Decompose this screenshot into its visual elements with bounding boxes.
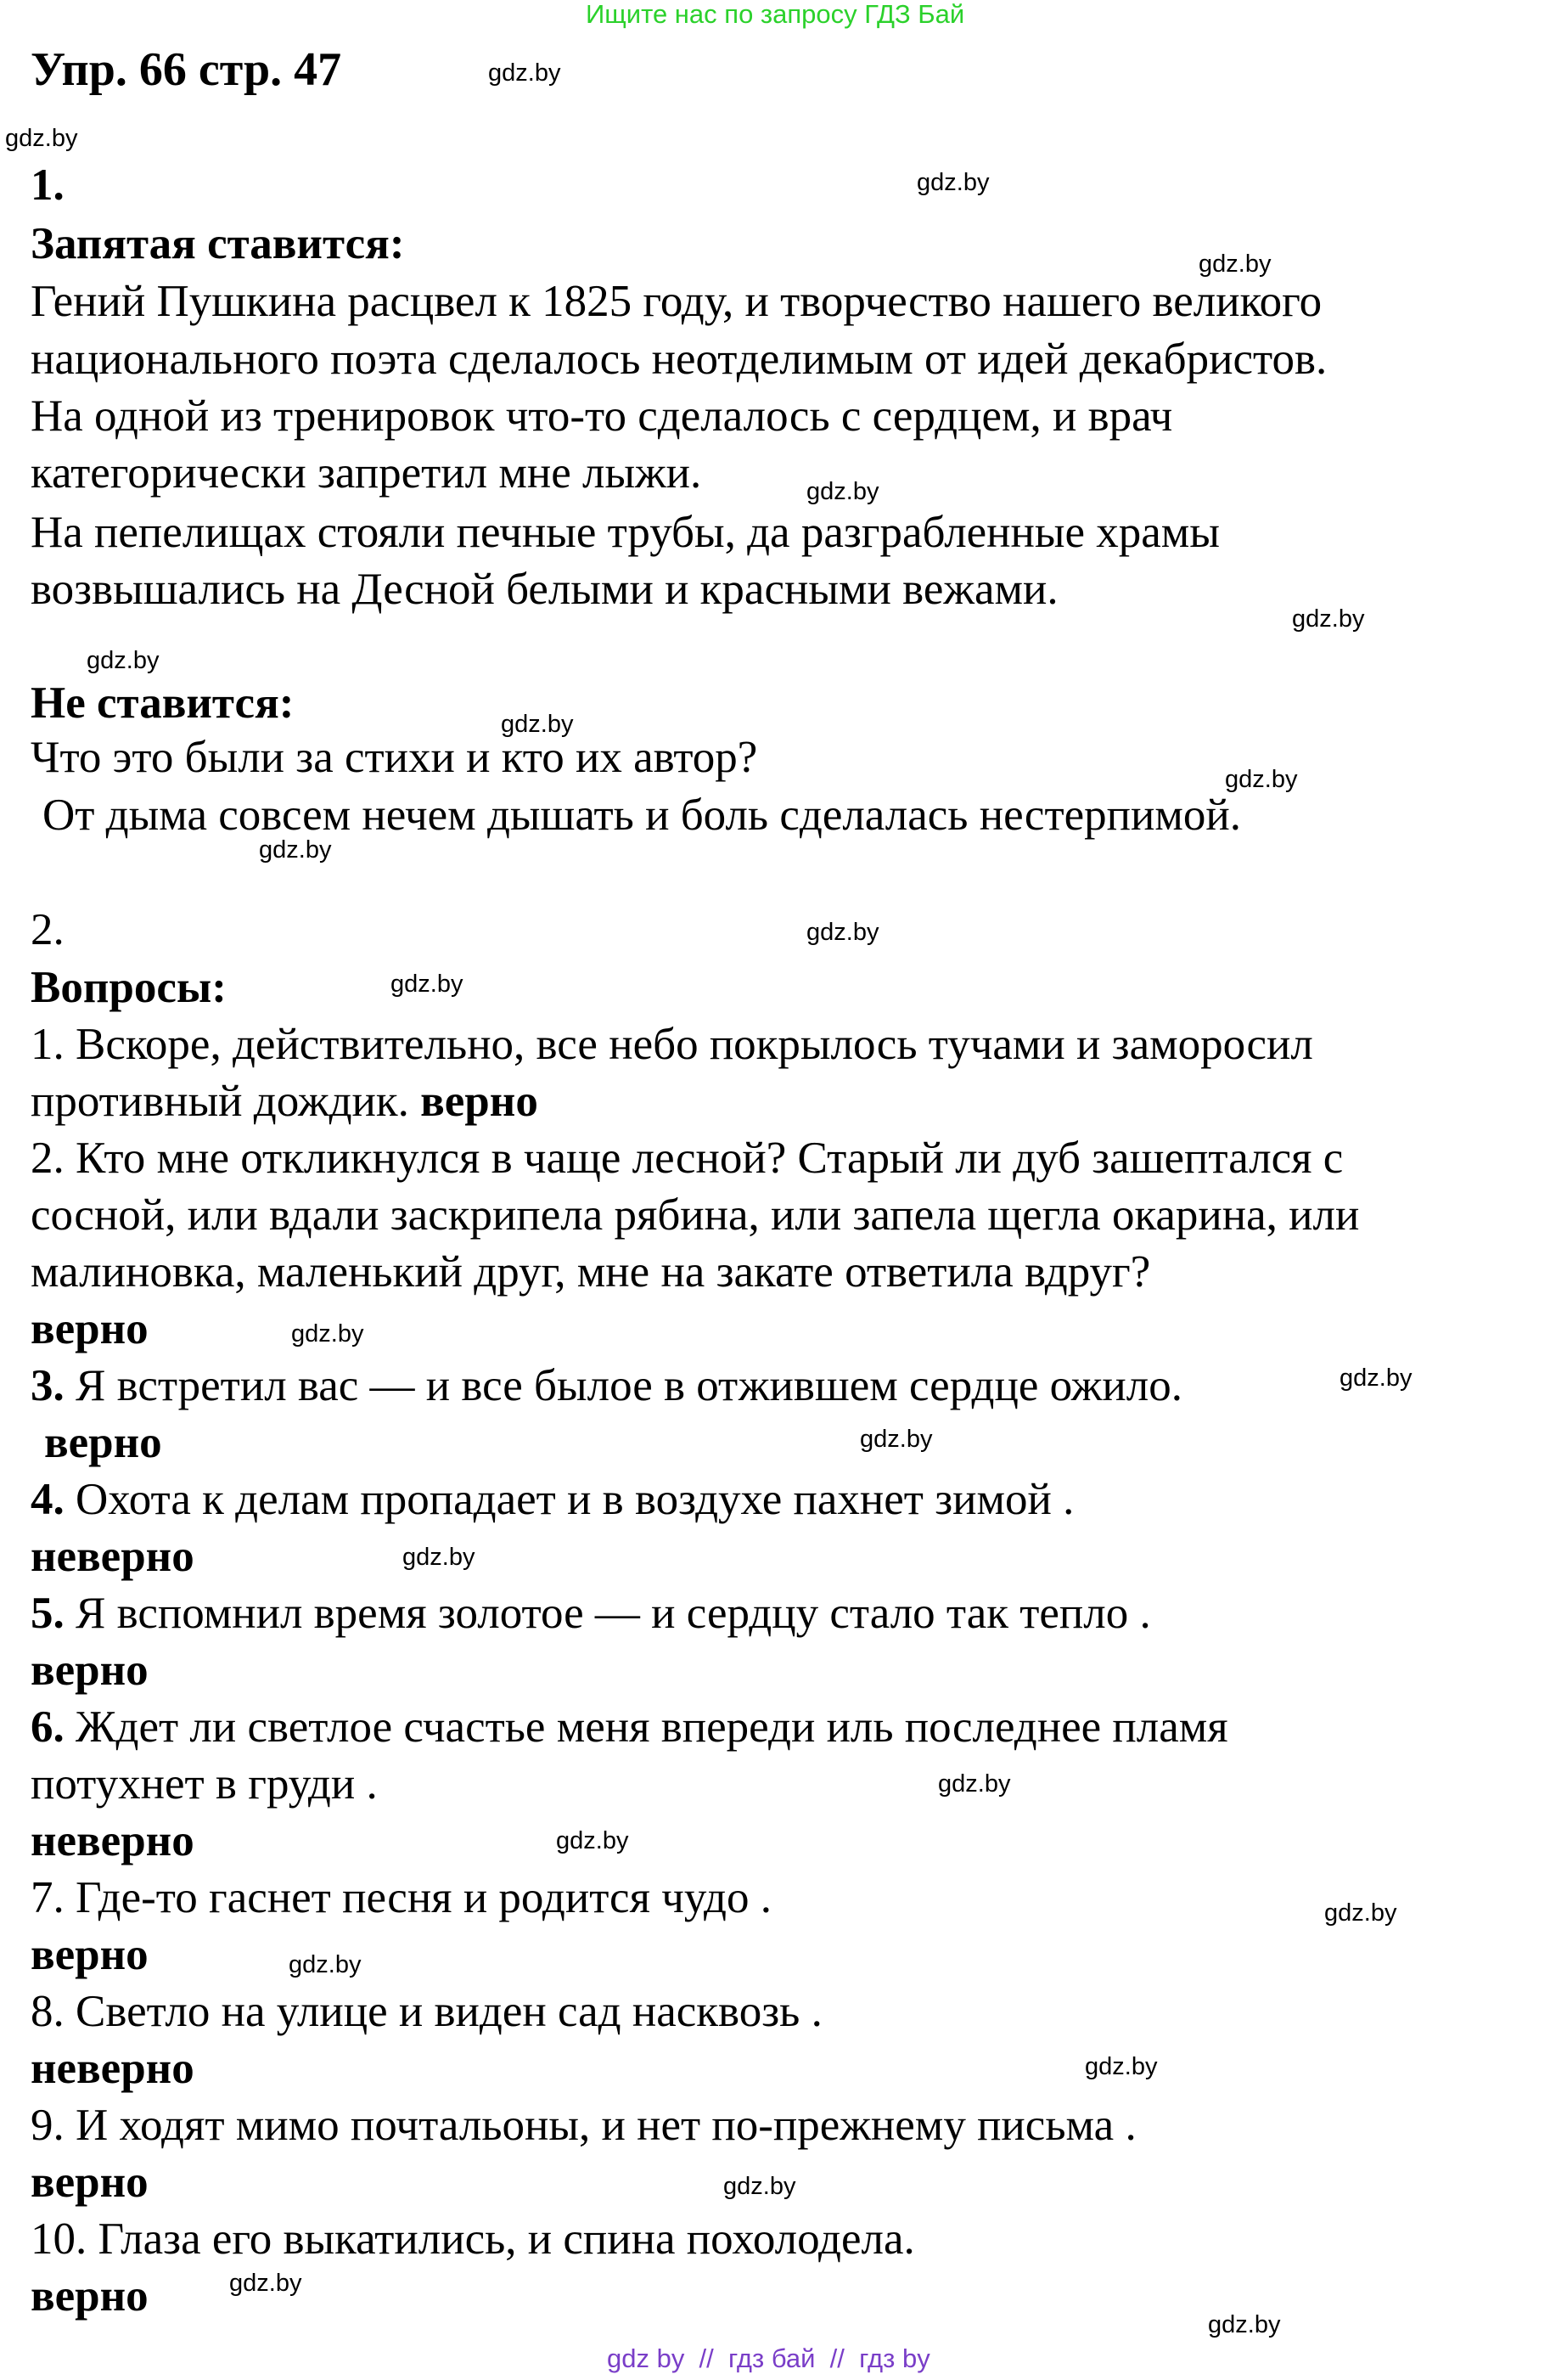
question-line bbox=[31, 1360, 1182, 1411]
watermark: gdz.by bbox=[1199, 250, 1272, 278]
watermark: gdz.by bbox=[259, 836, 332, 864]
answer-verdict: верно bbox=[31, 1930, 149, 1979]
answer-verdict: верно bbox=[420, 1077, 538, 1126]
watermark: gdz.by bbox=[5, 125, 78, 152]
watermark: gdz.by bbox=[229, 2270, 302, 2297]
answer-verdict: верно bbox=[31, 1304, 149, 1353]
answer-verdict: верно bbox=[31, 2158, 149, 2207]
question-line bbox=[31, 1702, 1228, 1753]
watermark: gdz.by bbox=[1085, 2053, 1158, 2080]
comma-line: На пепелищах стояли печные трубы, да разграбленные храмы bbox=[31, 508, 1220, 557]
question-number: 6. bbox=[31, 1702, 65, 1752]
watermark: gdz.by bbox=[806, 478, 879, 505]
comma-line: Гений Пушкина расцвел к 1825 году, и творчество нашего великого bbox=[31, 277, 1323, 326]
watermark: gdz.by bbox=[1292, 605, 1365, 633]
comma-line: категорически запретил мне лыжи. bbox=[31, 448, 702, 498]
no-comma-line: Что это были за стихи и кто их автор? bbox=[31, 733, 758, 782]
question-text: 2. Кто мне откликнулся в чаще лесной? Старый ли дуб зашептался с bbox=[31, 1134, 1344, 1183]
question-text: потухнет в груди . bbox=[31, 1759, 378, 1809]
question-number: 4. bbox=[31, 1475, 65, 1524]
question-text: Я встретил вас — и все былое в отжившем сердце ожило. bbox=[76, 1361, 1182, 1410]
question-number: 3. bbox=[31, 1361, 65, 1410]
answer-verdict: верно bbox=[44, 1418, 162, 1467]
question-text: 7. Где-то гаснет песня и родится чудо . bbox=[31, 1873, 772, 1922]
watermark: gdz.by bbox=[806, 919, 879, 946]
watermark: gdz.by bbox=[860, 1426, 933, 1453]
watermark: gdz.by bbox=[501, 711, 574, 738]
question-text: 1. Вскоре, действительно, все небо покрылось тучами и заморосил bbox=[31, 1020, 1313, 1069]
footer-links: gdz by // гдз бай // гдз by bbox=[607, 2343, 930, 2373]
question-number: 5. bbox=[31, 1589, 65, 1638]
watermark: gdz.by bbox=[488, 59, 561, 87]
comma-heading: Запятая ставится: bbox=[31, 219, 405, 268]
answer-verdict: неверно bbox=[31, 1816, 194, 1865]
comma-line: национального поэта сделалось неотделимым от идей декабристов. bbox=[31, 335, 1328, 384]
page-title: Упр. 66 стр. 47 bbox=[31, 43, 342, 96]
comma-line: На одной из тренировок что-то сделалось с сердцем, и врач bbox=[31, 391, 1173, 441]
part2-number: 2. bbox=[31, 905, 65, 954]
question-line bbox=[31, 1474, 1074, 1525]
question-text: Ждет ли светлое счастье меня впереди иль последнее пламя bbox=[76, 1702, 1228, 1752]
answer-verdict: неверно bbox=[31, 1532, 194, 1581]
question-text: Я вспомнил время золотое — и сердцу стало так тепло . bbox=[76, 1589, 1151, 1638]
question-text: сосной, или вдали заскрипела рябина, или запела щегла окарина, или bbox=[31, 1190, 1360, 1240]
question-text: Охота к делам пропадает и в воздухе пахнет зимой . bbox=[76, 1475, 1075, 1524]
question-text: 8. Светло на улице и виден сад насквозь . bbox=[31, 1987, 823, 2036]
watermark: gdz.by bbox=[938, 1770, 1011, 1798]
no-comma-heading: Не ставится: bbox=[31, 678, 295, 728]
answer-verdict: верно bbox=[31, 2271, 149, 2321]
watermark: gdz.by bbox=[1208, 2311, 1281, 2338]
search-banner: Ищите нас по запросу ГДЗ Бай bbox=[586, 0, 965, 29]
watermark: gdz.by bbox=[556, 1827, 629, 1854]
question-text: противный дождик. bbox=[31, 1077, 409, 1126]
watermark: gdz.by bbox=[289, 1951, 362, 1978]
part1-number: 1. bbox=[31, 160, 65, 210]
watermark: gdz.by bbox=[917, 169, 990, 196]
question-text: малиновка, маленький друг, мне на закате ответила вдруг? bbox=[31, 1247, 1151, 1297]
question-text: 10. Глаза его выкатились, и спина похолодела. bbox=[31, 2214, 915, 2264]
watermark: gdz.by bbox=[402, 1544, 475, 1571]
watermark: gdz.by bbox=[1340, 1364, 1413, 1392]
questions-heading: Вопросы: bbox=[31, 963, 227, 1012]
watermark: gdz.by bbox=[291, 1320, 364, 1348]
watermark: gdz.by bbox=[1225, 766, 1298, 793]
question-text: 9. И ходят мимо почтальоны, и нет по-прежнему письма . bbox=[31, 2101, 1137, 2150]
watermark: gdz.by bbox=[1324, 1899, 1397, 1927]
answer-verdict: верно bbox=[31, 1646, 149, 1695]
answer-verdict: неверно bbox=[31, 2044, 194, 2093]
watermark: gdz.by bbox=[87, 647, 160, 674]
no-comma-line: От дыма совсем нечем дышать и боль сделалась нестерпимой. bbox=[42, 791, 1242, 840]
question-line bbox=[31, 1076, 538, 1127]
comma-line: возвышались на Десной белыми и красными вежами. bbox=[31, 565, 1059, 614]
watermark: gdz.by bbox=[723, 2173, 796, 2200]
question-line bbox=[31, 1588, 1151, 1639]
watermark: gdz.by bbox=[390, 971, 463, 998]
